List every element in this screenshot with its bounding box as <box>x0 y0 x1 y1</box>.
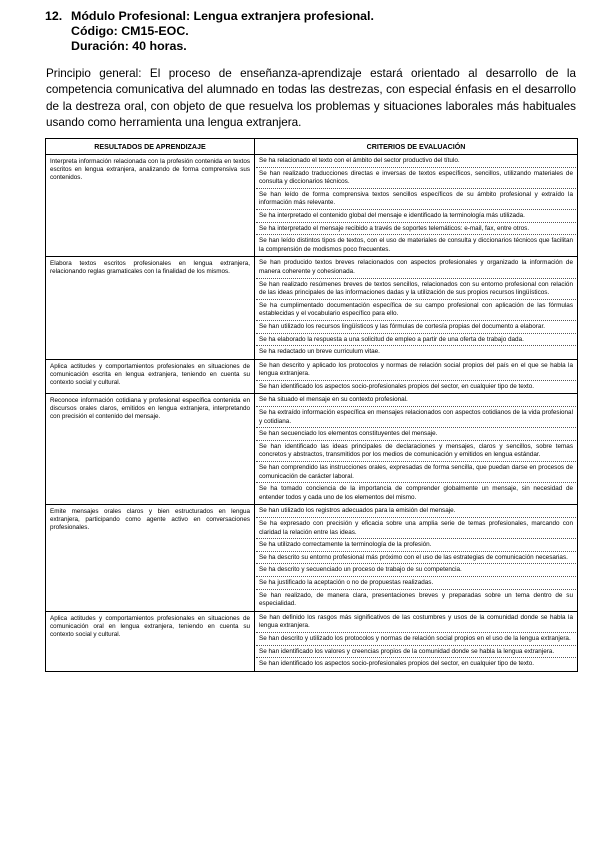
criterion-item: Se han identificado los aspectos socio-profesionales propios del sector, en cualquier tipo de texto. <box>259 382 535 390</box>
criterion-item: Se han descrito y utilizado los protocolos y normas de relación social propios en el uso de la lengua extranjera. <box>256 633 576 646</box>
learning-result: Aplica actitudes y comportamientos profesionales en situaciones de comunicación oral en lengua extranjera, teniendo en cuenta su contexto social y cultural. <box>46 611 255 671</box>
table-row <box>46 257 578 359</box>
module-code: Código: CM15-EOC. <box>71 24 189 38</box>
module-title-line <box>45 9 575 24</box>
module-number: 12. <box>45 9 63 23</box>
module-header <box>45 9 575 54</box>
evaluation-criteria <box>255 611 578 671</box>
criterion-item: Se han definido los rasgos más significativos de las costumbres y usos de la comunidad donde se habla la lengua extranjera. <box>256 612 576 633</box>
learning-result: Reconoce información cotidiana y profesional específica contenida en discursos orales claros, emitidos en lengua extranjera, interpretando con precisión el contenido del mensaje. <box>46 394 255 505</box>
criterion-item: Se han comprendido las instrucciones orales, expresadas de forma sencilla, que puedan darse en procesos de comunicación de carácter laboral. <box>256 462 576 483</box>
learning-result: Elabora textos escritos profesionales en lengua extranjera, relacionando reglas gramaticales con la finalidad de los mismos. <box>46 257 255 359</box>
criterion-item: Se ha descrito su entorno profesional más próximo con el uso de las estrategias de comunicación necesarias. <box>256 552 576 565</box>
criterion-item: Se ha relacionado el texto con el ámbito del sector productivo del título. <box>256 155 576 168</box>
evaluation-criteria <box>255 257 578 359</box>
criterion-item: Se ha expresado con precisión y eficacia sobre una amplia serie de temas profesionales, marcando con claridad la relación entre las ideas. <box>256 518 576 539</box>
table-row <box>46 155 578 257</box>
criterion-item: Se han identificado los aspectos socio-profesionales propios del sector, en cualquier tipo de texto. <box>259 660 535 668</box>
criterion-item: Se han producido textos breves relacionados con aspectos profesionales y organizado la información de manera coherente y cohesionada. <box>256 257 576 278</box>
criterion-item: Se han descrito y aplicado los protocolos y normas de relación social propios del país en el que se habla la lengua extranjera. <box>256 360 576 381</box>
criterion-item: Se han secuenciado los elementos constituyentes del mensaje. <box>256 428 576 441</box>
header-criteria: CRITERIOS DE EVALUACIÓN <box>255 139 578 155</box>
criterion-item: Se ha situado el mensaje en su contexto profesional. <box>256 394 576 407</box>
criterion-item: Se han identificado las ideas principales de declaraciones y mensajes, claros y sencillos, sobre temas concretos y abstractos, transmitidos por los medios de comunicación y emitidos en lengua estándar. <box>256 441 576 462</box>
criterion-item: Se ha utilizado correctamente la terminología de la profesión. <box>256 539 576 552</box>
table-header-row <box>46 139 578 155</box>
module-title: Módulo Profesional: Lengua extranjera profesional. <box>71 9 374 23</box>
table-row <box>46 505 578 611</box>
criterion-item: Se han utilizado los registros adecuados para la emisión del mensaje. <box>256 505 576 518</box>
evaluation-criteria <box>255 155 578 257</box>
table-row <box>46 611 578 671</box>
criterion-item: Se ha justificado la aceptación o no de propuestas realizadas. <box>256 577 576 590</box>
criterion-item: Se han realizado, de manera clara, presentaciones breves y preparadas sobre un tema dentro de su especialidad. <box>259 591 573 608</box>
criterion-item: Se ha cumplimentado documentación específica de su campo profesional con aplicación de las fórmulas establecidas y el vocabulario específico para ello. <box>256 300 576 321</box>
table-row <box>46 394 578 505</box>
criterion-item: Se ha descrito y secuenciado un proceso de trabajo de su competencia. <box>256 564 576 577</box>
evaluation-criteria <box>255 394 578 505</box>
criterion-item: Se ha tomado conciencia de la importancia de comprender globalmente un mensaje, sin necesidad de entender todos y cada uno de los elementos del mismo. <box>259 485 573 501</box>
criterion-item: Se ha interpretado el contenido global del mensaje e identificado la terminología más utilizada. <box>256 210 576 223</box>
table-body <box>46 155 578 672</box>
evaluation-criteria <box>255 359 578 394</box>
learning-result: Interpreta información relacionada con la profesión contenida en textos escritos en lengua extranjera, analizando de forma comprensiva sus contenidos. <box>46 155 255 257</box>
criterion-item: Se ha extraído información específica en mensajes relacionados con aspectos cotidianos de la vida profesional y cotidiana. <box>256 407 576 428</box>
criterion-item: Se ha redactado un breve curriculum vitae. <box>259 348 380 356</box>
learning-result: Aplica actitudes y comportamientos profesionales en situaciones de comunicación escrita en lengua extranjera, teniendo en cuenta su contexto social y cultural. <box>46 359 255 394</box>
module-duration: Duración: 40 horas. <box>71 39 187 53</box>
criterion-item: Se ha interpretado el mensaje recibido a través de soportes telemáticos: e-mail, fax, entre otros. <box>256 223 576 236</box>
criterion-item: Se han utilizado los recursos lingüísticos y las fórmulas de cortesía propias del documento a elaborar. <box>256 321 576 334</box>
criterion-item: Se han realizado traducciones directas e inversas de textos específicos, sencillos, utilizando materiales de consulta y diccionarios técnicos. <box>256 168 576 189</box>
criterion-item: Se han leído de forma comprensiva textos sencillos específicos de su ámbito profesional y extraído la información más relevante. <box>256 189 576 210</box>
general-principle: Principio general: El proceso de enseñanza-aprendizaje estará orientado al desarrollo de la competencia comunicativa del alumnado en todas las destrezas, con especial énfasis en el desarrollo de la destreza oral, con objeto de que resuelva los problemas y situaciones laborales más habituales usando como herramienta una lengua extranjera. <box>46 67 576 129</box>
learning-result: Emite mensajes orales claros y bien estructurados en lengua extranjera, participando como agente activo en conversaciones profesionales. <box>46 505 255 611</box>
evaluation-criteria <box>255 505 578 611</box>
criterion-item: Se han realizado resúmenes breves de textos sencillos, relacionados con su entorno profesional con relación de las ideas principales de las informaciones dadas y la utilización de sus propios recursos lingüísticos. <box>256 279 576 300</box>
criterion-item: Se han leído distintos tipos de textos, con el uso de materiales de consulta y diccionarios técnicos que facilitan la comprensión de modismos poco frecuentes. <box>259 237 573 253</box>
learning-outcomes-table <box>45 138 578 672</box>
table-row <box>46 359 578 394</box>
criterion-item: Se han identificado los valores y creencias propios de la comunidad donde se habla la lengua extranjera. <box>256 646 576 659</box>
header-results: RESULTADOS DE APRENDIZAJE <box>46 139 255 155</box>
criterion-item: Se ha elaborado la respuesta a una solicitud de empleo a partir de una oferta de trabajo dada. <box>256 334 576 347</box>
